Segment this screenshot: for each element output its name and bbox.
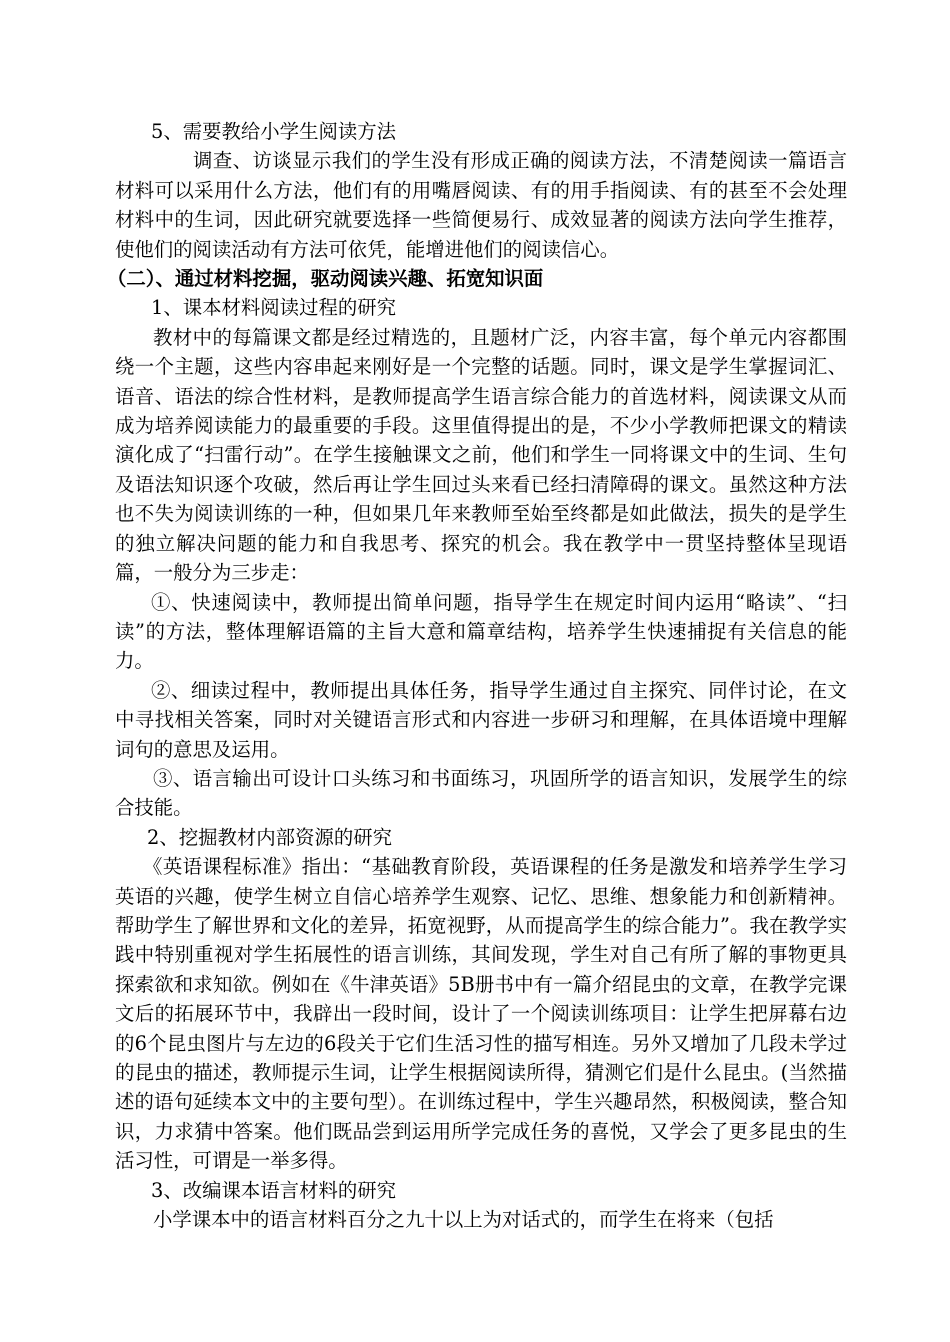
paragraph-dialogue-materials: 小学课本中的语言材料百分之九十以上为对话式的，而学生在将来（包括 bbox=[153, 1208, 774, 1232]
paragraph-step-language-output: ③、语言输出可设计口头练习和书面练习，巩固所学的语言知识，发展学生的综合技能。 bbox=[115, 766, 847, 820]
paragraph-survey-findings: 调查、访谈显示我们的学生没有形成正确的阅读方法，不清楚阅读一篇语言材料可以采用什么方法，他们有的用嘴唇阅读、有的用手指阅读、有的甚至不会处理材料中的生词，因此研究就要选择一些简便易行、成效显著的阅读方法向学生推荐，使他们的阅读活动有方法可依凭，能增进他们的阅读信心。 bbox=[115, 149, 847, 261]
paragraph-textbook-materials: 教材中的每篇课文都是经过精选的，且题材广泛，内容丰富，每个单元内容都围绕一个主题，这些内容串起来刚好是一个完整的话题。同时，课文是学生掌握词汇、语音、语法的综合性材料，是教师提高学生语言综合能力的首选材料，阅读课文从而成为培养阅读能力的最重要的手段。这里值得提出的是，不少小学教师把课文的精读演化成了“扫雷行动”。在学生接触课文之前，他们和学生一同将课文中的生词、生句及语法知识逐个攻破，然后再让学生回过头来看已经扫清障碍的课文。虽然这种方法也不失为阅读训练的一种，但如果几年来教师至始至终都是如此做法，损失的是学生的独立解决问题的能力和自我思考、探究的机会。我在教学中一贯坚持整体呈现语篇，一般分为三步走： bbox=[115, 325, 847, 585]
subheading-internal-resources: 2、挖掘教材内部资源的研究 bbox=[147, 825, 393, 849]
paragraph-curriculum-standard: 《英语课程标准》指出：“基础教育阶段，英语课程的任务是激发和培养学生学习英语的兴趣，使学生树立自信心培养学生观察、记忆、思维、想象能力和创新精神。帮助学生了解世界和文化的差异，拓宽视野，从而提高学生的综合能力”。我在教学实践中特别重视对学生拓展性的语言训练，其间发现，学生对自己有所了解的事物更具探索欲和求知欲。例如在《牛津英语》5B册书中有一篇介绍昆虫的文章，在教学完课文后的拓展环节中，我辟出一段时间，设计了一个阅读训练项目：让学生把屏幕右边的6个昆虫图片与左边的6段关于它们生活习性的描写相连。另外又增加了几段未学过的昆虫的描述，教师提示生词，让学生根据阅读所得，猜测它们是什么昆虫。(当然描述的语句延续本文中的主要句型）。在训练过程中，学生兴趣昂然，积极阅读，整合知识，力求猜中答案。他们既品尝到运用所学完成任务的喜悦，又学会了更多昆虫的生活习性，可谓是一举多得。 bbox=[115, 855, 847, 1173]
document-body bbox=[107, 117, 847, 1234]
paragraph-step-fast-reading: ①、快速阅读中，教师提出简单问题，指导学生在规定时间内运用“略读”、“扫读”的方法，整体理解语篇的主旨大意和篇章结构，培养学生快速捕捉有关信息的能力。 bbox=[115, 590, 847, 673]
subheading-textbook-reading: 1、课本材料阅读过程的研究 bbox=[151, 296, 397, 320]
paragraph-step-close-reading: ②、细读过程中，教师提出具体任务，指导学生通过自主探究、同伴讨论，在文中寻找相关答案，同时对关键语言形式和内容进一步研习和理解，在具体语境中理解词句的意思及运用。 bbox=[115, 678, 847, 761]
section-heading-material-mining: （二）、通过材料挖掘，驱动阅读兴趣、拓宽知识面 bbox=[107, 267, 544, 291]
subheading-reading-methods: 5、需要教给小学生阅读方法 bbox=[151, 120, 397, 143]
subheading-adapting-materials: 3、改编课本语言材料的研究 bbox=[151, 1178, 397, 1202]
